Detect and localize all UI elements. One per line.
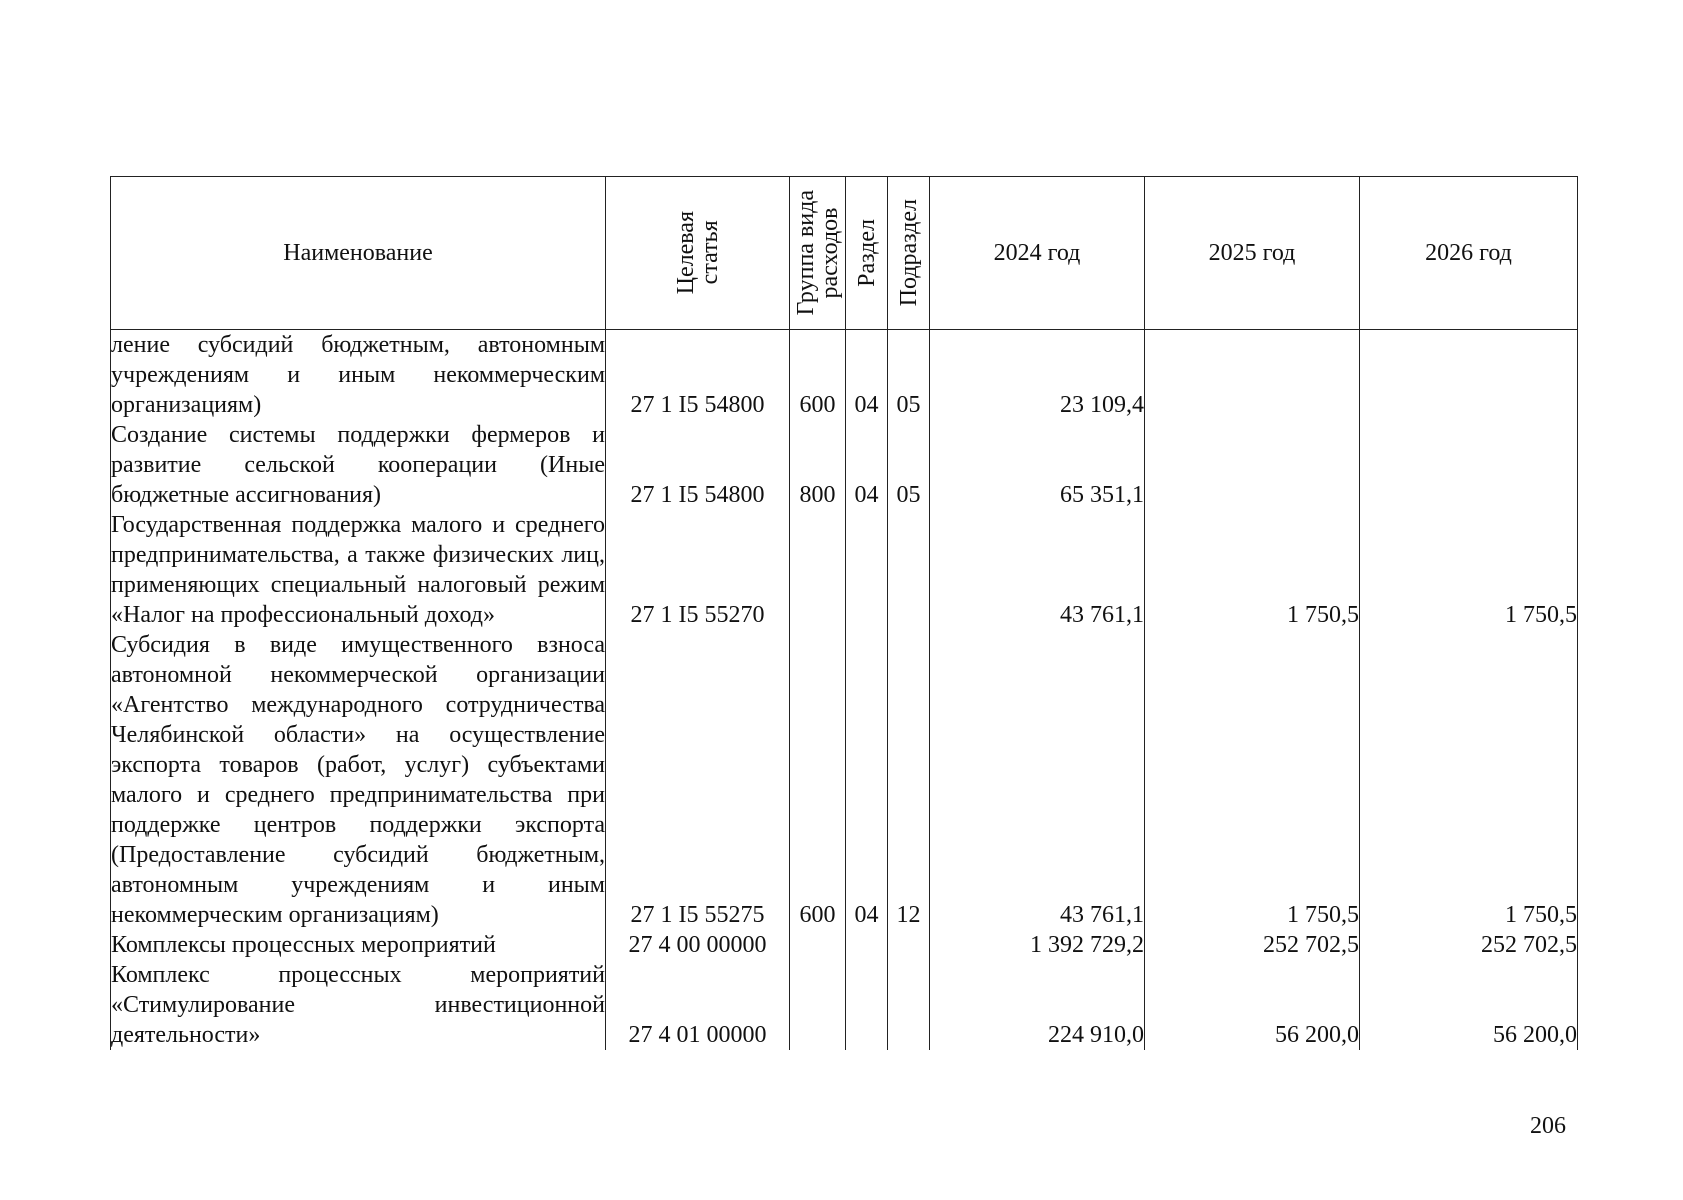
row-2024: 224 910,0 xyxy=(930,960,1145,1050)
row-2025: 252 702,5 xyxy=(1145,930,1360,960)
row-group xyxy=(790,960,846,1050)
header-target: Целевая статья xyxy=(606,177,790,330)
row-2025 xyxy=(1145,420,1360,510)
row-name: Комплекс процессных мероприятий «Стимулирование инвестиционной деятельности» xyxy=(111,962,605,1048)
row-group xyxy=(790,510,846,630)
row-target: 27 1 I5 54800 xyxy=(606,420,790,510)
table-header-row xyxy=(111,177,1578,330)
row-2024: 43 761,1 xyxy=(930,630,1145,930)
row-2026: 1 750,5 xyxy=(1360,630,1578,930)
row-target: 27 1 I5 55270 xyxy=(606,510,790,630)
row-section xyxy=(846,960,888,1050)
table-row xyxy=(111,420,1578,510)
header-name: Наименование xyxy=(111,177,606,330)
row-section xyxy=(846,510,888,630)
row-subsection: 12 xyxy=(888,630,930,930)
row-subsection: 05 xyxy=(888,420,930,510)
row-2026: 56 200,0 xyxy=(1360,960,1578,1050)
header-2024: 2024 год xyxy=(930,177,1145,330)
row-section: 04 xyxy=(846,330,888,421)
table-row xyxy=(111,630,1578,930)
table-row xyxy=(111,330,1578,421)
row-group: 600 xyxy=(790,630,846,930)
row-group xyxy=(790,930,846,960)
row-subsection xyxy=(888,510,930,630)
row-2024: 65 351,1 xyxy=(930,420,1145,510)
row-name: Комплексы процессных мероприятий xyxy=(111,930,606,960)
row-target: 27 4 01 00000 xyxy=(606,960,790,1050)
row-section xyxy=(846,930,888,960)
header-subsection: Подраздел xyxy=(888,177,930,330)
table-row xyxy=(111,930,1578,960)
header-2025: 2025 год xyxy=(1145,177,1360,330)
header-group: Группа вида расходов xyxy=(790,177,846,330)
row-subsection xyxy=(888,930,930,960)
row-2024: 1 392 729,2 xyxy=(930,930,1145,960)
row-target: 27 1 I5 54800 xyxy=(606,330,790,421)
row-subsection: 05 xyxy=(888,330,930,421)
row-name: Субсидия в виде имущественного взноса автономной некоммерческой организации «Агентство международного сотрудничества Челябинской области» на осуществление экспорта товаров (работ, услуг) субъектами малого и среднего предпринимательства при поддержке центров поддержки экспорта (Предоставление субсидий бюджетным, автономным учреждениям и иным некоммерческим организациям) xyxy=(111,632,605,928)
row-2024: 43 761,1 xyxy=(930,510,1145,630)
row-2026 xyxy=(1360,330,1578,421)
row-2025: 56 200,0 xyxy=(1145,960,1360,1050)
row-2025: 1 750,5 xyxy=(1145,510,1360,630)
row-group: 800 xyxy=(790,420,846,510)
table-row xyxy=(111,510,1578,630)
row-section: 04 xyxy=(846,630,888,930)
row-section: 04 xyxy=(846,420,888,510)
row-2024: 23 109,4 xyxy=(930,330,1145,421)
row-name: ление субсидий бюджетным, автономным учреждениям и иным некоммерческим организациям) xyxy=(111,330,606,421)
table-row xyxy=(111,960,1578,1050)
row-target: 27 1 I5 55275 xyxy=(606,630,790,930)
row-2025 xyxy=(1145,330,1360,421)
row-2025: 1 750,5 xyxy=(1145,630,1360,930)
row-name: Создание системы поддержки фермеров и развитие сельской кооперации (Иные бюджетные ассигнования) xyxy=(111,422,605,508)
row-target: 27 4 00 00000 xyxy=(606,930,790,960)
header-2026: 2026 год xyxy=(1360,177,1578,330)
page-number: 206 xyxy=(1530,1113,1566,1139)
budget-table xyxy=(110,176,1578,1050)
row-group: 600 xyxy=(790,330,846,421)
row-subsection xyxy=(888,960,930,1050)
row-2026 xyxy=(1360,420,1578,510)
row-2026: 252 702,5 xyxy=(1360,930,1578,960)
row-name: Государственная поддержка малого и среднего предпринимательства, а также физических лиц, применяющих специальный налоговый режим «Налог на профессиональный доход» xyxy=(111,512,605,628)
row-2026: 1 750,5 xyxy=(1360,510,1578,630)
header-section: Раздел xyxy=(846,177,888,330)
